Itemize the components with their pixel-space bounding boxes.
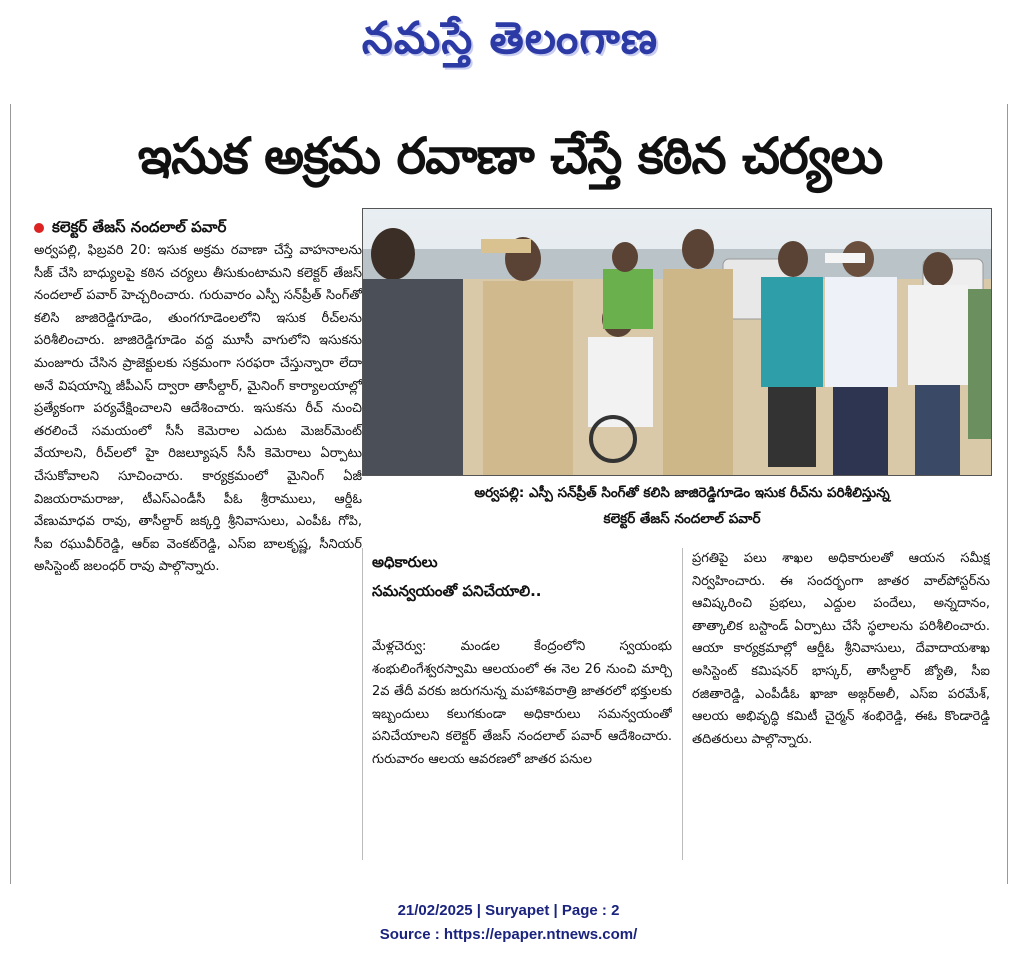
photo-caption [372,480,992,532]
article-column-2: మేళ్లచెర్వు: మండల కేంద్రంలోని స్వయంభు శంభులింగేశ్వరస్వామి ఆలయంలో ఈ నెల 26 నుంచి మార్చి 2వ తేదీ వరకు జరుగనున్న మహాశివరాత్రి జాతరలో భక్తులకు ఇబ్బందులు కలుగకుండా అధికారులు సమన్వయంతో పనిచేయాలని కలెక్టర్ తేజస్ నందలాల్ పవార్ ఆదేశించారు. గురువారం ఆలయ ఆవరణలో జాతర పనుల [372,639,672,767]
article-column-1: అర్వపల్లి, ఫిబ్రవరి 20: ఇసుక అక్రమ రవాణా చేస్తే వాహనాలను సీజ్ చేసి బాధ్యులపై కఠిన చర్యలు తీసుకుంటామని కలెక్టర్ తేజస్ నందలాల్ పవార్ హెచ్చరించారు. గురువారం ఎస్పీ సన్‌ప్రీత్ సింగ్‌తో కలిసి జాజిరెడ్డిగూడెం, తుంగగూడెంలలోని ఇసుక రీచ్‌లను పరిశీలించారు. జాజిరెడ్డిగూడెం వద్ద మూసీ వాగులోని ఇసుకను మంజూరు చేసిన ప్రాజెక్టులకు సక్రమంగా సరఫరా చేస్తున్నారా లేదా అనే విషయాన్ని జీపీఎస్ ద్వారా తాసీల్దార్, మైనింగ్ కార్యాలయాల్లో ప్రత్యేకంగా పర్యవేక్షించాలని ఆదేశించారు. ఇసుకను రీచ్ నుంచి తరలించే సమయంలో సీసీ కెమెరాల ఎదుట మెజర్‌మెంట్ వేయాలని, రీచ్‌లలో హై రిజల్యూషన్ సీసీ కెమెరాలు ఏర్పాటు చేసుకోవాలని సూచించారు. కార్యక్రమంలో మైనింగ్ ఏజీ విజయరామరాజు, టీఎస్‌ఎండీసీ పీఓ శ్రీరాములు, ఆర్డీఓ వేణుమాధవ రావు, తాసీల్దార్ జక్కర్తి శ్రీనివాసులు, ఎంపీఓ గోపి, సీఐ రఘువీర్‌రెడ్డి, ఆర్‌ఐ వెంకట్‌రెడ్డి, ఎస్‌ఐ బాలకృష్ణ, సీనియర్ అసిస్టెంట్ జలంధర్ రావు పాల్గొన్నారు. [34,243,362,575]
article-headline: ఇసుక అక్రమ రవాణా చేస్తే కఠిన చర్యలు [137,127,883,185]
bullet-icon [34,223,44,233]
photo-caption-line-2: కలెక్టర్ తేజస్ నందలాల్ పవార్ [603,511,761,527]
footer-source: Source : https://epaper.ntnews.com/ [379,926,638,943]
sub-headline-line-2: సమన్వయంతో పనిచేయాలి.. [372,582,542,600]
article-photo [362,208,992,476]
photo-caption-line-1: అర్వపల్లి: ఎస్పీ సన్‌ప్రీత్ సింగ్‌తో కలిసి జాజిరెడ్డిగూడెం ఇసుక రీచ్‌ను పరిశీలిస్తున్న [474,485,890,501]
sub-headline-line-1: అధికారులు [372,553,438,571]
byline-text: కలెక్టర్ తేజస్ నందలాల్ పవార్ [52,218,227,236]
sub-headline [372,548,672,606]
column-divider [362,548,363,860]
footer-date-edition: 21/02/2025 | Suryapet | Page : 2 [397,902,620,919]
article-column-3: ప్రగతిపై పలు శాఖల అధికారులతో ఆయన సమీక్ష నిర్వహించారు. ఈ సందర్భంగా జాతర వాల్‌పోస్టర్‌ను ఆవిష్కరించి ప్రభలు, ఎద్దుల పందేలు, అన్నదానం, తాత్కాలిక బస్టాండ్ ఏర్పాటు చేసే స్థలాలను పరిశీలించారు. ఆయా కార్యక్రమాల్లో ఆర్డీఓ శ్రీనివాసులు, దేవాదాయశాఖ అసిస్టెంట్ కమిషనర్ భాస్కర్, తాసీల్దార్ జ్యోతి, సీఐ రజితారెడ్డి, ఎంపీడీఓ ఖాజా అజ్గర్‌అలీ, ఎస్‌ఐ పరమేశ్, ఆలయ అభివృద్ధి కమిటీ చైర్మన్ శంభిరెడ్డి, ఈఓ కొండారెడ్డి తదితరులు పాల్గొన్నారు. [692,551,990,747]
column-divider [682,548,683,860]
article-byline [34,214,354,240]
newspaper-masthead: నమస్తే తెలంగాణ [361,13,659,64]
officials-at-sand-reach-image [363,209,991,475]
